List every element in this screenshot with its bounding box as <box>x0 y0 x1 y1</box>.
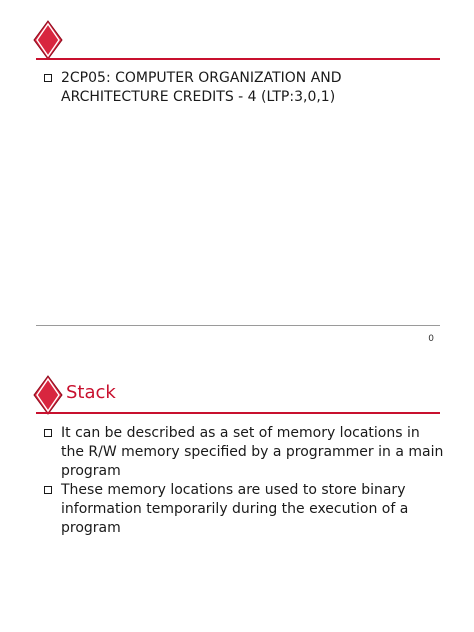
footer-divider <box>36 325 440 326</box>
checkbox-bullet-icon <box>44 486 52 494</box>
checkbox-bullet-icon <box>44 429 52 437</box>
bullet-list <box>44 69 444 107</box>
list-item <box>44 69 444 107</box>
bullet-text: It can be described as a set of memory locations in the R/W memory specified by a programmer in a main program <box>61 425 444 479</box>
bullet-text: These memory locations are used to store binary information temporarily during the execution of a program <box>61 482 409 536</box>
slide-title: Stack <box>66 382 116 403</box>
slide-2 <box>0 362 474 632</box>
list-item <box>44 481 444 538</box>
page-number: 0 <box>428 334 434 344</box>
bullet-text: 2CP05: COMPUTER ORGANIZATION AND ARCHITECTURE CREDITS - 4 (LTP:3,0,1) <box>61 70 342 105</box>
red-diamond-icon <box>33 20 63 60</box>
title-divider <box>36 58 440 60</box>
list-item <box>44 424 444 481</box>
title-divider <box>36 412 440 414</box>
checkbox-bullet-icon <box>44 74 52 82</box>
red-diamond-icon <box>33 375 63 415</box>
bullet-list <box>44 424 444 538</box>
